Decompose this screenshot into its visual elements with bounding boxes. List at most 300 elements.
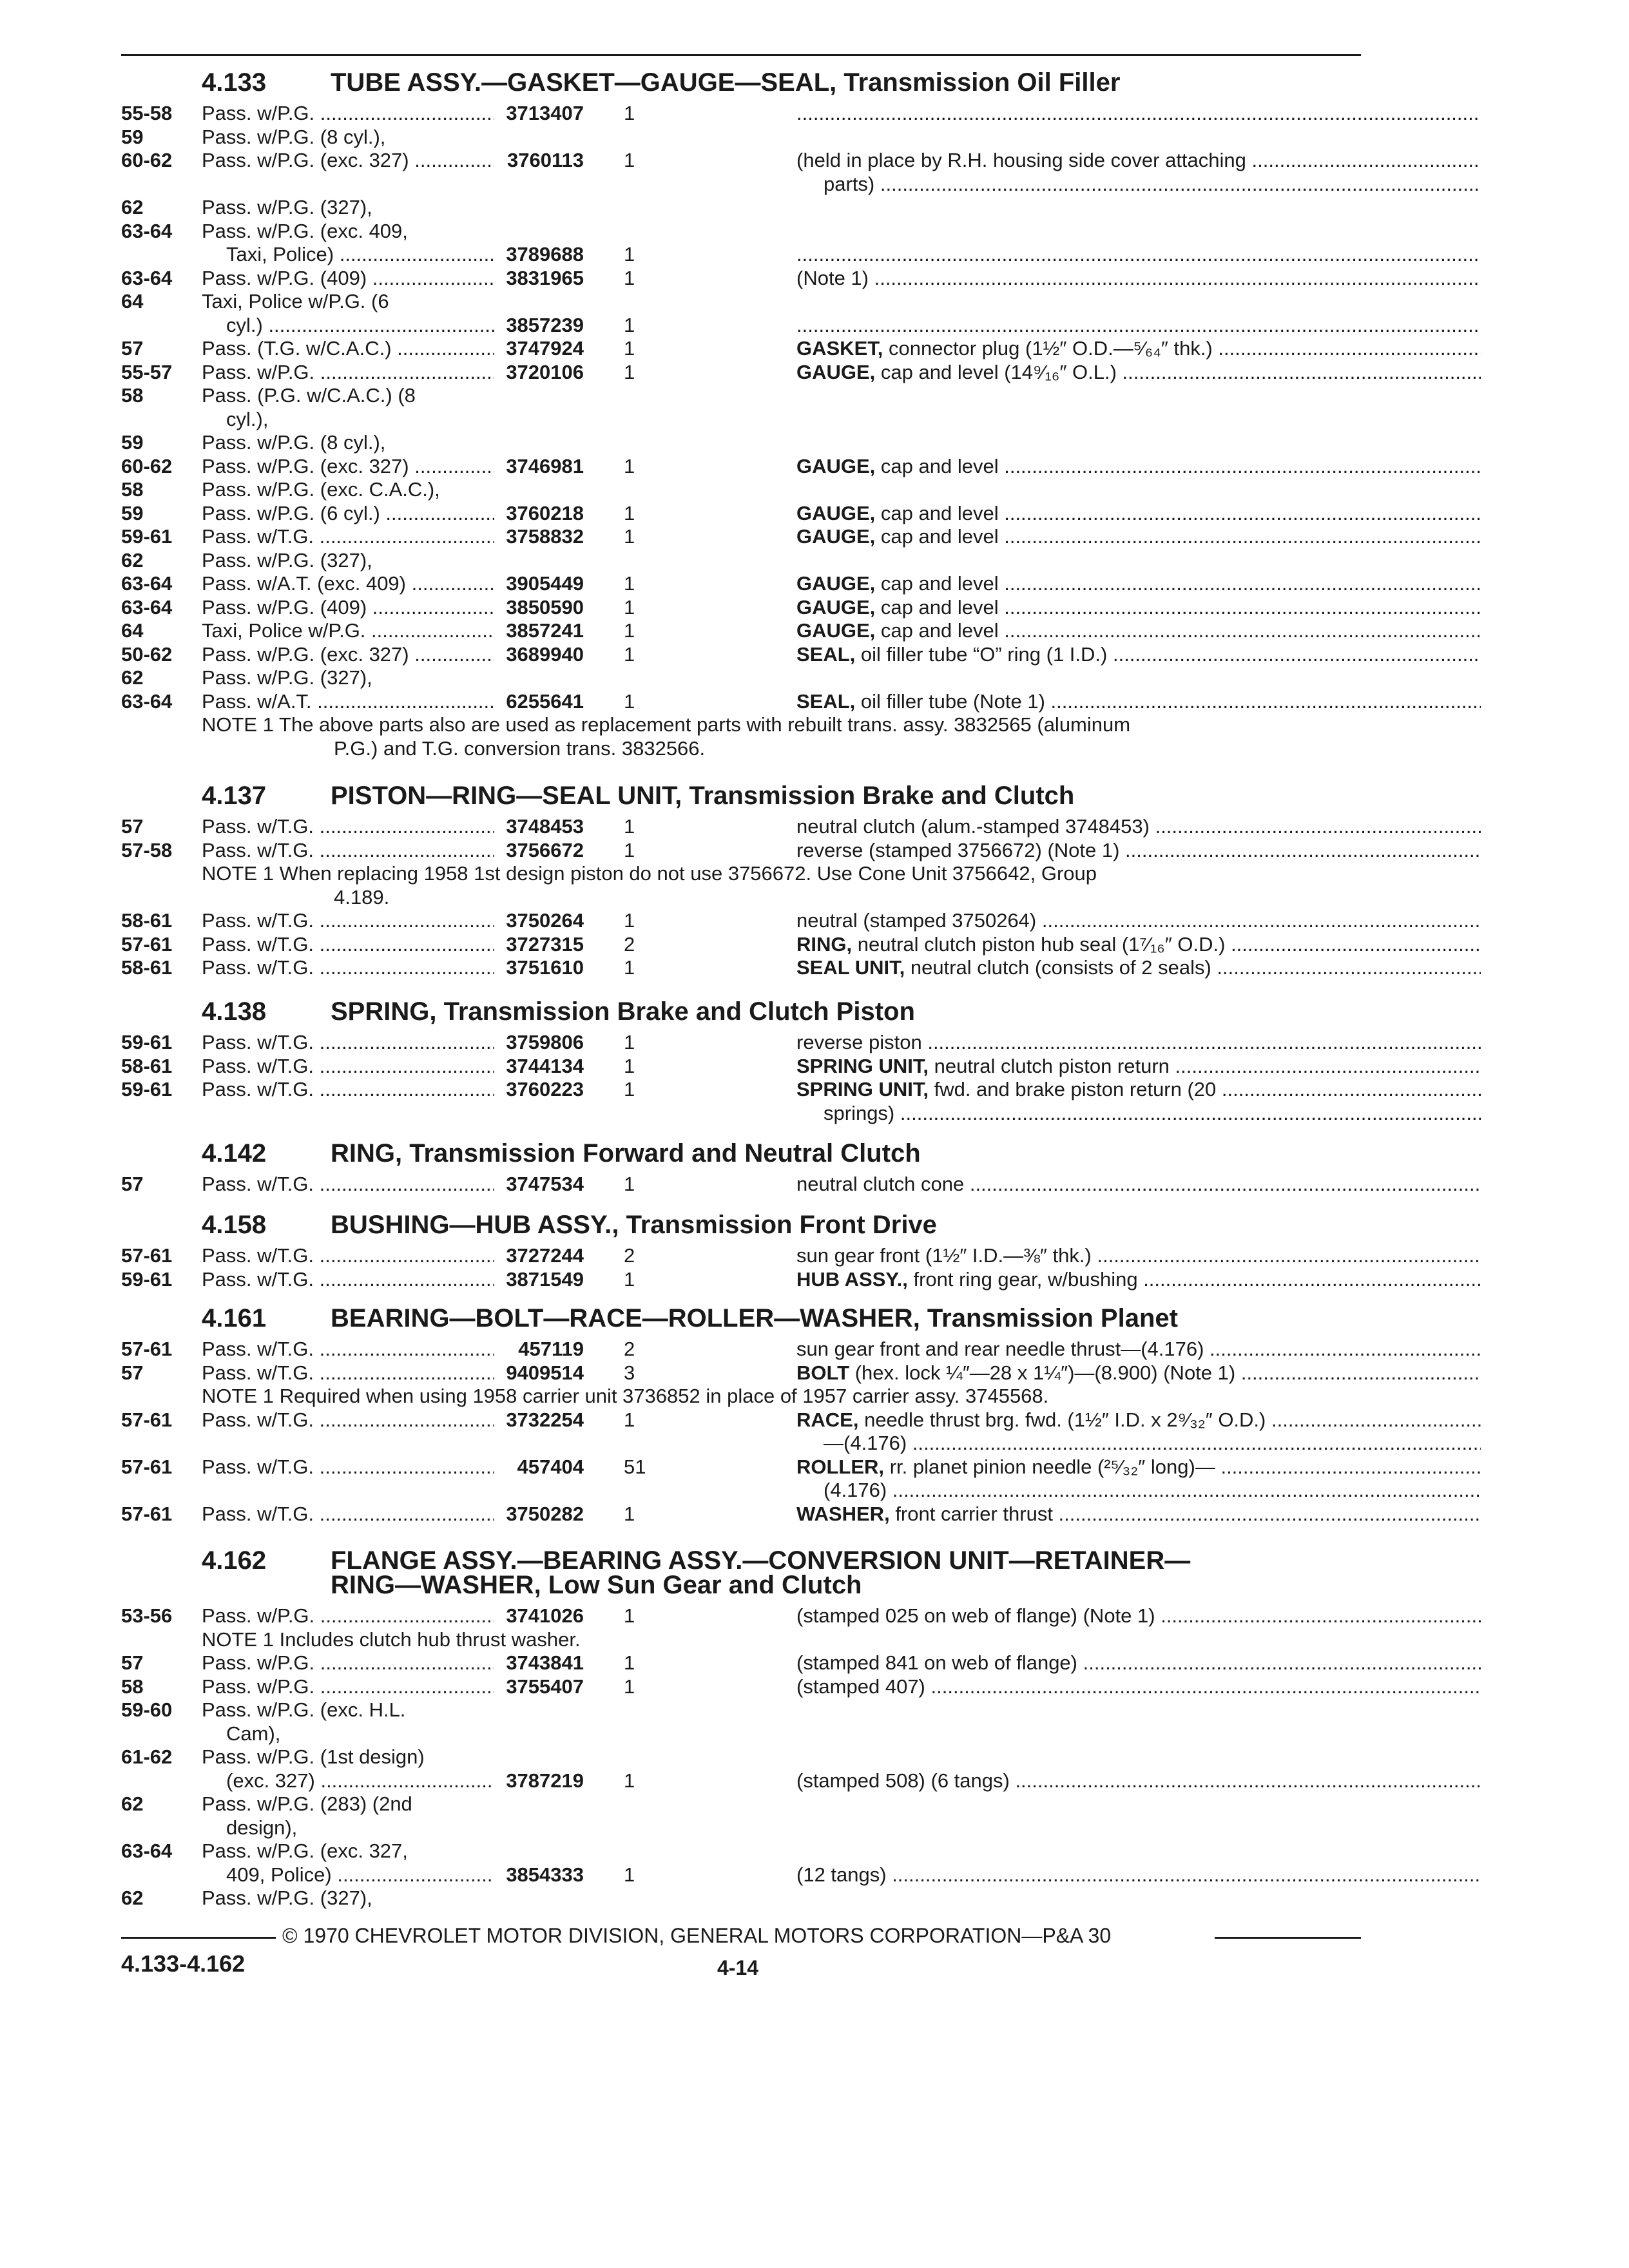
remark-text: [796, 1651, 1481, 1675]
section-number: 4.138: [202, 997, 267, 1026]
remark-description: cap and level: [880, 596, 999, 619]
remark-text: [796, 1604, 1481, 1628]
remark-text: [796, 1244, 1481, 1267]
model-year: 63-64: [121, 1840, 173, 1862]
application-description: Taxi, Police w/P.G. .....: [202, 619, 494, 642]
quantity: 2: [624, 1338, 635, 1360]
remark-text: [796, 1361, 1481, 1385]
application-description-continued: (exc. 327) .....: [226, 1769, 494, 1792]
remark-description: reverse (stamped 3756672) (Note 1): [796, 839, 1120, 861]
remark-description: front carrier thrust: [895, 1503, 1053, 1525]
remark-continued: —(4.176) .....: [824, 1432, 1481, 1455]
part-number: 3741026: [506, 1604, 584, 1627]
table-row: [121, 478, 1360, 501]
part-number: 3689940: [506, 643, 584, 666]
remark-description: neutral clutch piston return: [934, 1055, 1170, 1077]
remark-description: (stamped 407): [796, 1675, 925, 1698]
quantity: 1: [624, 643, 635, 666]
table-row: [121, 737, 1360, 760]
table-row: [121, 1432, 1360, 1455]
model-year: 53-56: [121, 1604, 173, 1627]
table-row: [121, 314, 1360, 337]
remark-text: [796, 572, 1481, 595]
model-year: 60-62: [121, 455, 173, 477]
table-row: [121, 1863, 1360, 1887]
quantity: 1: [624, 1055, 635, 1077]
model-year: 64: [121, 619, 144, 642]
section-number: 4.133: [202, 68, 267, 97]
table-row: [121, 596, 1360, 619]
model-year: 55-58: [121, 102, 173, 124]
remark-text: [796, 1456, 1481, 1479]
part-name-keyword: GAUGE,: [796, 596, 876, 619]
part-name-keyword: HUB ASSY.,: [796, 1268, 908, 1291]
remark-text: [796, 337, 1481, 360]
application-description: Pass. w/P.G. (283) (2nd: [202, 1792, 412, 1815]
quantity: 1: [624, 149, 635, 171]
remark-description: sun gear front (1½″ I.D.—⅜″ thk.): [796, 1244, 1092, 1267]
model-year: 63-64: [121, 220, 173, 242]
part-number: 3759806: [506, 1031, 584, 1053]
application-description: Pass. w/T.G. .....: [202, 839, 494, 862]
part-number: 457404: [517, 1456, 584, 1478]
part-number: 457119: [518, 1338, 584, 1360]
quantity: 1: [624, 572, 635, 595]
section-title-continued: RING—WASHER, Low Sun Gear and Clutch: [331, 1571, 862, 1599]
table-row: [121, 1503, 1360, 1526]
part-number: 3850590: [506, 596, 584, 619]
section-number: 4.158: [202, 1211, 267, 1239]
part-number: 3750264: [506, 909, 584, 932]
section-number: 4.142: [202, 1139, 267, 1168]
part-number: 3831965: [506, 267, 584, 289]
application-description: Pass. w/T.G. .....: [202, 1456, 494, 1479]
model-year: 63-64: [121, 596, 173, 619]
model-year: 59-61: [121, 1031, 173, 1053]
part-number: 3743841: [506, 1651, 584, 1674]
section-title: TUBE ASSY.—GASKET—GAUGE—SEAL, Transmission Oil Filler: [331, 68, 1121, 97]
remark-description: neutral clutch cone: [796, 1173, 965, 1195]
footer-page-number: 4-14: [717, 1956, 759, 1979]
application-description: Pass. w/T.G. .....: [202, 1503, 494, 1526]
part-name-keyword: SPRING UNIT,: [796, 1078, 929, 1100]
part-number: 3758832: [506, 525, 584, 548]
remark-description: cap and level: [880, 455, 999, 477]
model-year: 61-62: [121, 1745, 173, 1768]
model-year: 59-61: [121, 1268, 173, 1291]
application-description: Pass. w/T.G. .....: [202, 956, 494, 979]
remark-text: [796, 1268, 1481, 1291]
application-description: Pass. w/P.G. (327),: [202, 666, 372, 689]
table-row: [121, 337, 1360, 360]
part-name-keyword: SPRING UNIT,: [796, 1055, 929, 1077]
remark-text: [796, 525, 1481, 548]
part-name-keyword: GAUGE,: [796, 525, 876, 548]
table-row: [121, 149, 1360, 172]
remark-text: [796, 1675, 1481, 1698]
table-row: [121, 643, 1360, 666]
table-row: [121, 1338, 1360, 1361]
model-year: 57-58: [121, 839, 173, 861]
part-number: 3905449: [506, 572, 584, 595]
section-title: SPRING, Transmission Brake and Clutch Piston: [331, 997, 915, 1026]
remark-text: [796, 1863, 1481, 1887]
model-year: 57-61: [121, 1503, 173, 1525]
quantity: 1: [624, 1503, 635, 1525]
remark-text: [796, 909, 1481, 932]
table-row: [121, 1456, 1360, 1479]
remark-description: cap and level: [880, 525, 999, 548]
part-number: 3760113: [507, 149, 584, 171]
table-row: [121, 408, 1360, 431]
application-description: Pass. w/P.G. (exc. 327) .....: [202, 643, 494, 666]
application-description: Pass. w/T.G. .....: [202, 815, 494, 838]
part-number: 9409514: [506, 1361, 584, 1384]
table-row: [121, 1173, 1360, 1196]
model-year: 64: [121, 290, 144, 312]
remark-text: [796, 455, 1481, 478]
remark-description: rr. planet pinion needle (²⁵⁄₃₂″ long)—: [889, 1456, 1215, 1478]
application-description: Pass. w/T.G. .....: [202, 933, 494, 956]
table-row: [121, 1244, 1360, 1267]
remark-description: (12 tangs): [796, 1863, 887, 1886]
application-description: Pass. w/P.G. (exc. C.A.C.),: [202, 478, 440, 501]
table-row: [121, 361, 1360, 384]
quantity: 1: [624, 1675, 635, 1698]
quantity: 1: [624, 1031, 635, 1053]
remark-description: cap and level (14⁹⁄₁₆″ O.L.): [880, 361, 1117, 383]
note-text: NOTE 1 When replacing 1958 1st design piston do not use 3756672. Use Cone Unit 3756642, Group: [202, 862, 1097, 885]
table-row: [121, 1479, 1360, 1502]
model-year: 59: [121, 502, 144, 524]
table-row: [121, 1840, 1360, 1863]
remark-description: front ring gear, w/bushing: [913, 1268, 1138, 1291]
part-name-keyword: ROLLER,: [796, 1456, 885, 1478]
model-year: 57: [121, 815, 144, 838]
model-year: 63-64: [121, 572, 173, 595]
application-description: Pass. w/P.G. (327),: [202, 549, 372, 572]
table-row: [121, 384, 1360, 407]
table-row: [121, 1385, 1360, 1408]
remark-continued: springs) .....: [824, 1102, 1481, 1125]
quantity: 1: [624, 596, 635, 619]
application-description-continued: 409, Police) .....: [226, 1863, 494, 1887]
application-description: Pass. w/P.G. (exc. 327) .....: [202, 455, 494, 478]
quantity: 2: [624, 1244, 635, 1267]
table-row: [121, 1604, 1360, 1628]
table-row: [121, 1055, 1360, 1078]
model-year: 59-61: [121, 1078, 173, 1100]
table-row: [121, 886, 1360, 909]
application-description: Pass. w/P.G. .....: [202, 361, 494, 384]
model-year: 62: [121, 1792, 144, 1815]
table-row: [121, 1722, 1360, 1745]
model-year: 57: [121, 1173, 144, 1195]
remark-description: sun gear front and rear needle thrust—(4.176): [796, 1338, 1204, 1360]
model-year: 59: [121, 126, 144, 148]
remark-description: (hex. lock ¼″—28 x 1¼″)—(8.900) (Note 1): [854, 1361, 1236, 1384]
remark-description: neutral (stamped 3750264): [796, 909, 1037, 932]
table-row: [121, 196, 1360, 219]
table-row: [121, 933, 1360, 956]
quantity: 1: [624, 956, 635, 979]
table-row: [121, 126, 1360, 149]
model-year: 63-64: [121, 690, 173, 713]
table-row: [121, 502, 1360, 525]
section-number: 4.137: [202, 782, 267, 810]
quantity: 1: [624, 314, 635, 336]
quantity: 1: [624, 1408, 635, 1431]
application-description: Pass. w/P.G. (exc. H.L.: [202, 1698, 406, 1721]
model-year: 58: [121, 1675, 144, 1698]
application-description: Pass. w/T.G. .....: [202, 1078, 494, 1101]
model-year: 55-57: [121, 361, 173, 383]
table-row: [121, 102, 1360, 125]
section-title: RING, Transmission Forward and Neutral Clutch: [331, 1139, 921, 1168]
model-year: 62: [121, 1887, 144, 1909]
part-number: 3750282: [506, 1503, 584, 1525]
application-description-continued: Cam),: [226, 1722, 281, 1745]
table-row: [121, 690, 1360, 713]
application-description: Pass. w/T.G. .....: [202, 1244, 494, 1267]
table-row: [121, 1408, 1360, 1432]
table-row: [121, 1675, 1360, 1698]
quantity: 3: [624, 1361, 635, 1384]
application-description: Pass. w/T.G. .....: [202, 1031, 494, 1054]
table-row: [121, 1887, 1360, 1910]
remark-text: [796, 1503, 1481, 1526]
part-number: 3748453: [506, 815, 584, 838]
model-year: 59: [121, 431, 144, 454]
part-number: 6255641: [506, 690, 584, 713]
table-row: [121, 713, 1360, 736]
part-number: 3732254: [506, 1408, 584, 1431]
remark-text: [796, 643, 1481, 666]
part-number: 3760218: [506, 502, 584, 524]
application-description: Pass. w/A.T. .....: [202, 690, 494, 713]
quantity: 1: [624, 690, 635, 713]
remark-description: neutral clutch piston hub seal (1⁷⁄₁₆″ O.D.): [857, 933, 1226, 956]
quantity: 1: [624, 337, 635, 360]
table-row: [121, 431, 1360, 454]
remark-text: [796, 1408, 1481, 1432]
table-row: [121, 243, 1360, 266]
remark-text: [796, 690, 1481, 713]
remark-description: oil filler tube (Note 1): [860, 690, 1045, 713]
table-row: [121, 1745, 1360, 1769]
application-description: Pass. (P.G. w/C.A.C.) (8: [202, 384, 416, 407]
remark-text: [796, 102, 1481, 125]
table-row: [121, 839, 1360, 862]
quantity: 1: [624, 243, 635, 265]
part-number: 3787219: [506, 1769, 584, 1792]
application-description: Pass. w/A.T. (exc. 409) .....: [202, 572, 494, 595]
remark-description: neutral clutch (consists of 2 seals): [910, 956, 1211, 979]
part-name-keyword: WASHER,: [796, 1503, 890, 1525]
table-row: [121, 1031, 1360, 1054]
remark-continued: parts) .....: [824, 173, 1481, 196]
table-row: [121, 549, 1360, 572]
application-description: Pass. w/P.G. (409) .....: [202, 267, 494, 290]
note-text: NOTE 1 Includes clutch hub thrust washer.: [202, 1628, 581, 1651]
model-year: 58-61: [121, 909, 173, 932]
part-number: 3857239: [506, 314, 584, 336]
quantity: 1: [624, 525, 635, 548]
remark-text: [796, 956, 1481, 979]
table-row: [121, 173, 1360, 196]
remark-text: [796, 502, 1481, 525]
model-year: 57: [121, 337, 144, 360]
application-description: Pass. w/T.G. .....: [202, 525, 494, 548]
part-name-keyword: BOLT: [796, 1361, 850, 1384]
remark-text: [796, 361, 1481, 384]
remark-description: cap and level: [880, 619, 999, 642]
table-row: [121, 1628, 1360, 1651]
table-row: [121, 455, 1360, 478]
part-name-keyword: GASKET,: [796, 337, 883, 360]
model-year: 59-60: [121, 1698, 173, 1721]
remark-text: [796, 1055, 1481, 1078]
remark-text: [796, 149, 1481, 172]
model-year: 57-61: [121, 933, 173, 956]
remark-text: [796, 243, 1481, 266]
part-number: 3751610: [506, 956, 584, 979]
note-text-continued: P.G.) and T.G. conversion trans. 3832566.: [334, 737, 706, 760]
part-number: 3871549: [506, 1268, 584, 1291]
application-description: Pass. w/P.G. (exc. 327) .....: [202, 149, 494, 172]
quantity: 1: [624, 267, 635, 289]
part-name-keyword: SEAL,: [796, 643, 856, 666]
application-description-continued: Taxi, Police) .....: [226, 243, 494, 266]
application-description-continued: cyl.),: [226, 408, 269, 430]
remark-text: [796, 839, 1481, 862]
quantity: 1: [624, 1863, 635, 1886]
part-name-keyword: GAUGE,: [796, 502, 876, 524]
remark-text: [796, 314, 1481, 337]
remark-description: (held in place by R.H. housing side cover attaching: [796, 149, 1246, 171]
application-description-continued: cyl.) .....: [226, 314, 494, 337]
remark-description: cap and level: [880, 572, 999, 595]
quantity: 1: [624, 909, 635, 932]
quantity: 1: [624, 1604, 635, 1627]
part-number: 3727244: [506, 1244, 584, 1267]
quantity: 1: [624, 361, 635, 383]
section-title: BUSHING—HUB ASSY., Transmission Front Drive: [331, 1211, 937, 1239]
model-year: 58-61: [121, 956, 173, 979]
footer-copyright: © 1970 CHEVROLET MOTOR DIVISION, GENERAL MOTORS CORPORATION—P&A 30: [282, 1924, 1112, 1947]
part-name-keyword: RING,: [796, 933, 853, 956]
application-description: Pass. w/P.G. (409) .....: [202, 596, 494, 619]
table-row: [121, 1698, 1360, 1722]
part-name-keyword: RACE,: [796, 1408, 859, 1431]
application-description: Pass. w/P.G. .....: [202, 102, 494, 125]
application-description: Pass. w/P.G. .....: [202, 1604, 494, 1628]
quantity: 1: [624, 1769, 635, 1792]
application-description: Pass. w/T.G. .....: [202, 1361, 494, 1385]
application-description: Pass. (T.G. w/C.A.C.) .....: [202, 337, 494, 360]
table-row: [121, 862, 1360, 885]
table-row: [121, 525, 1360, 548]
application-description: Pass. w/P.G. (exc. 327,: [202, 1840, 408, 1862]
part-number: 3713407: [506, 102, 584, 124]
table-row: [121, 909, 1360, 932]
remark-description: connector plug (1½″ O.D.—⁵⁄₆₄″ thk.): [888, 337, 1213, 360]
model-year: 57-61: [121, 1244, 173, 1267]
application-description: Pass. w/P.G. (exc. 409,: [202, 220, 408, 242]
part-name-keyword: GAUGE,: [796, 455, 876, 477]
remark-description: cap and level: [880, 502, 999, 524]
model-year: 58: [121, 384, 144, 407]
remark-description: needle thrust brg. fwd. (1½″ I.D. x 2⁹⁄₃₂″ O.D.): [864, 1408, 1266, 1431]
quantity: 1: [624, 1651, 635, 1674]
table-row: [121, 220, 1360, 243]
remark-description: (Note 1): [796, 267, 869, 289]
application-description: Pass. w/P.G. .....: [202, 1651, 494, 1675]
model-year: 58-61: [121, 1055, 173, 1077]
remark-text: [796, 267, 1481, 290]
application-description: Pass. w/T.G. .....: [202, 1055, 494, 1078]
model-year: 50-62: [121, 643, 173, 666]
quantity: 51: [624, 1456, 646, 1478]
part-name-keyword: GAUGE,: [796, 572, 876, 595]
section-title: BEARING—BOLT—RACE—ROLLER—WASHER, Transmission Planet: [331, 1304, 1178, 1332]
part-number: 3744134: [506, 1055, 584, 1077]
part-number: 3854333: [506, 1863, 584, 1886]
top-rule: [121, 54, 1361, 56]
section-title: FLANGE ASSY.—BEARING ASSY.—CONVERSION UNIT—RETAINER—: [331, 1546, 1191, 1575]
quantity: 2: [624, 933, 635, 956]
table-row: [121, 572, 1360, 595]
table-row: [121, 1769, 1360, 1792]
part-number: 3747534: [506, 1173, 584, 1195]
part-number: 3857241: [506, 619, 584, 642]
section-number: 4.162: [202, 1546, 267, 1575]
remark-description: neutral clutch (alum.-stamped 3748453): [796, 815, 1150, 838]
remark-text: [796, 1078, 1481, 1101]
part-number: 3755407: [506, 1675, 584, 1698]
part-name-keyword: GAUGE,: [796, 619, 876, 642]
model-year: 57-61: [121, 1456, 173, 1478]
model-year: 62: [121, 196, 144, 218]
application-description: Pass. w/T.G. .....: [202, 1408, 494, 1432]
table-row: [121, 956, 1360, 979]
application-description: Pass. w/P.G. (327),: [202, 196, 372, 218]
table-row: [121, 1078, 1360, 1101]
part-number: 3746981: [506, 455, 584, 477]
quantity: 1: [624, 1078, 635, 1100]
application-description: Pass. w/P.G. .....: [202, 1675, 494, 1698]
model-year: 59-61: [121, 525, 173, 548]
footer-group-range: 4.133-4.162: [121, 1950, 246, 1977]
note-text: NOTE 1 Required when using 1958 carrier unit 3736852 in place of 1957 carrier assy. 3745568.: [202, 1385, 1049, 1407]
remark-text: [796, 1769, 1481, 1792]
table-row: [121, 1102, 1360, 1125]
note-text: NOTE 1 The above parts also are used as replacement parts with rebuilt trans. assy. 3832565 (aluminum: [202, 713, 1131, 736]
footer-rule-right: [1215, 1937, 1361, 1939]
quantity: 1: [624, 102, 635, 124]
part-name-keyword: GAUGE,: [796, 361, 876, 383]
table-row: [121, 1268, 1360, 1291]
model-year: 62: [121, 549, 144, 572]
remark-text: [796, 619, 1481, 642]
part-name-keyword: SEAL UNIT,: [796, 956, 905, 979]
application-description: Pass. w/P.G. (327),: [202, 1887, 372, 1909]
quantity: 1: [624, 1268, 635, 1291]
model-year: 60-62: [121, 149, 173, 171]
model-year: 57-61: [121, 1338, 173, 1360]
part-number: 3720106: [506, 361, 584, 383]
part-number: 3789688: [506, 243, 584, 265]
